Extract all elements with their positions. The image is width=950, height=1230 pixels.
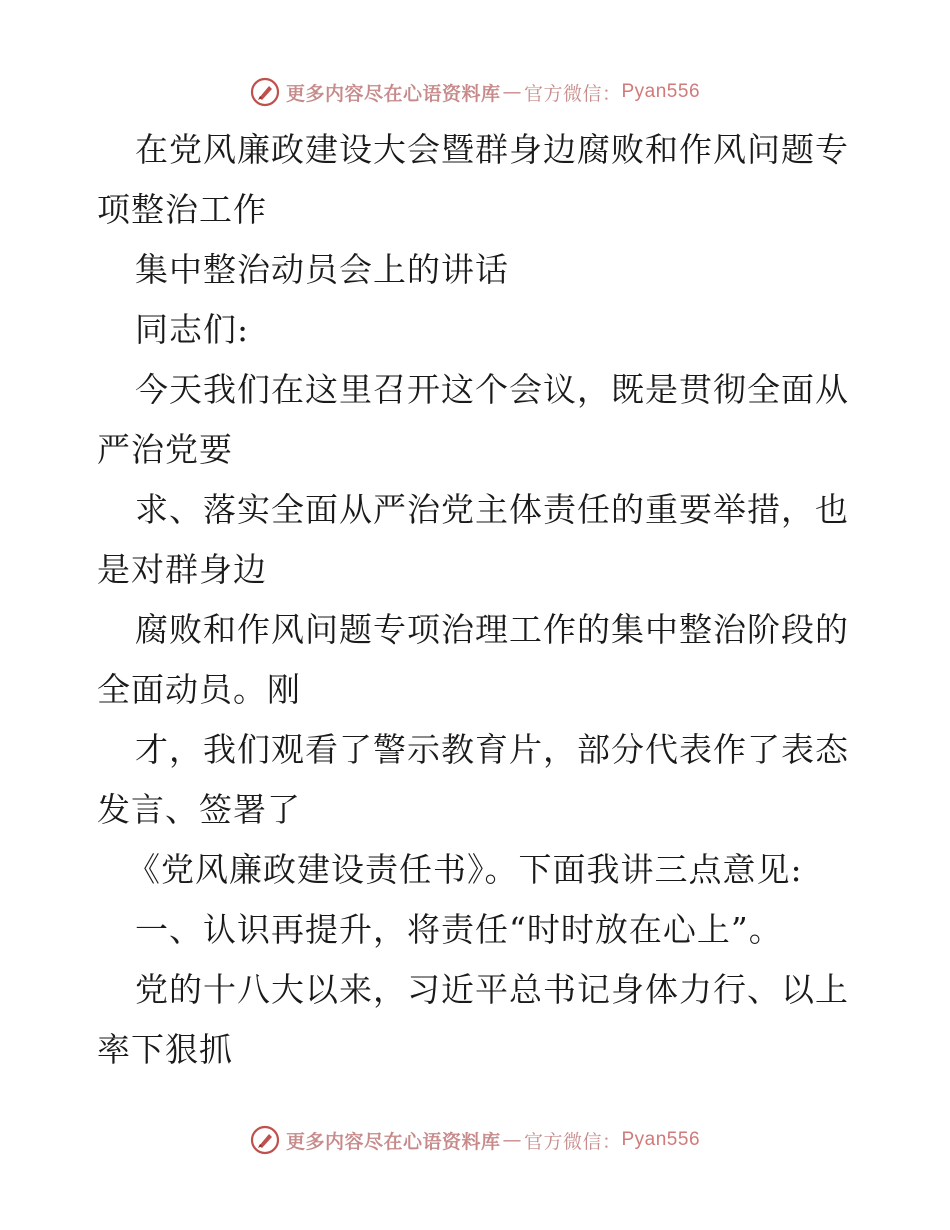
pen-nib-logo-icon — [250, 1125, 280, 1155]
banner-separator: — — [502, 81, 522, 103]
doc-line-paragraph: 今天我们在这里召开这个会议，既是贯彻全面从 — [135, 370, 849, 409]
doc-line-paragraph: 才，我们观看了警示教育片，部分代表作了表态 — [135, 730, 849, 769]
pen-nib-logo-icon — [250, 77, 280, 107]
doc-line-subtitle: 集中整治动员会上的讲话 — [135, 250, 509, 289]
header-watermark-banner — [0, 72, 950, 112]
doc-line-section-heading: 一、认识再提升，将责任“时时放在心上”。 — [135, 910, 783, 949]
banner-wechat-label: 官方微信： — [523, 1130, 622, 1153]
doc-line-paragraph: 是对群身边 — [97, 550, 267, 589]
doc-line-title-1: 在党风廉政建设大会暨群身边腐败和作风问题专 — [135, 130, 849, 169]
doc-line-paragraph: 严治党要 — [97, 430, 233, 469]
doc-line-paragraph: 《党风廉政建设责任书》。下面我讲三点意见: — [127, 850, 803, 889]
document-body — [97, 120, 857, 1080]
banner-wechat-id: Pyan556 — [621, 1129, 701, 1150]
doc-line-paragraph: 党的十八大以来，习近平总书记身体力行、以上 — [135, 970, 849, 1009]
doc-line-title-2: 项整治工作 — [97, 190, 267, 229]
doc-line-paragraph: 全面动员。刚 — [97, 670, 301, 709]
doc-line-paragraph: 率下狠抓 — [97, 1030, 233, 1069]
banner-separator: — — [502, 1129, 522, 1151]
doc-line-paragraph: 求、落实全面从严治党主体责任的重要举措，也 — [135, 490, 849, 529]
doc-line-paragraph: 发言、签署了 — [97, 790, 301, 829]
banner-wechat-label: 官方微信： — [523, 82, 622, 105]
doc-line-paragraph: 腐败和作风问题专项治理工作的集中整治阶段的 — [135, 610, 849, 649]
footer-watermark-banner — [0, 1120, 950, 1160]
doc-line-salutation: 同志们: — [135, 310, 250, 349]
banner-site-text: 更多内容尽在心语资料库 — [285, 82, 501, 105]
banner-site-text: 更多内容尽在心语资料库 — [285, 1130, 501, 1153]
banner-wechat-id: Pyan556 — [621, 81, 701, 102]
